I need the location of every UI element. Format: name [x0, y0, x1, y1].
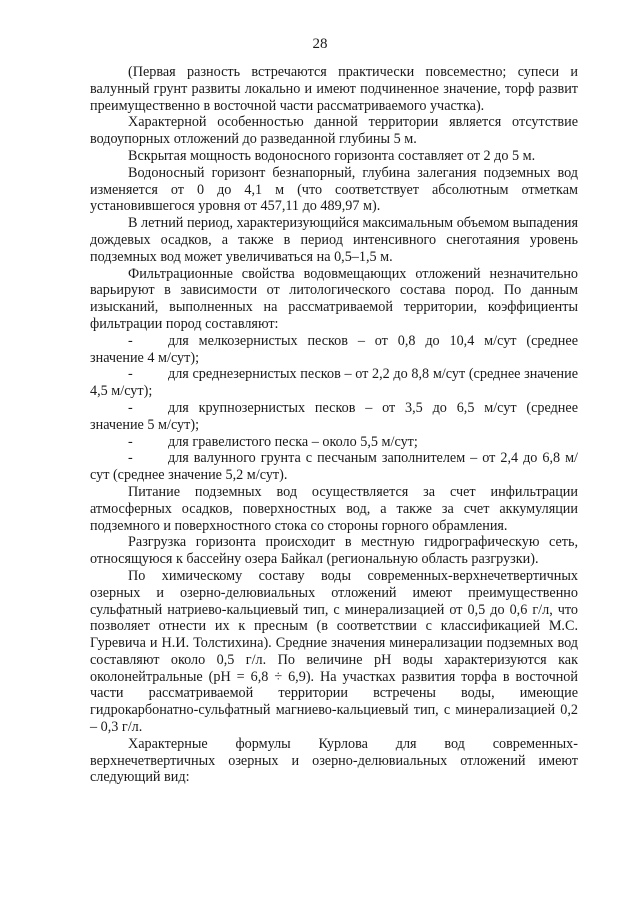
- list-marker: -: [128, 433, 133, 450]
- list-marker: -: [128, 399, 133, 416]
- list-item-text: для крупнозернистых песков – от 3,5 до 6,5 м/сут (среднее значение 5 м/сут);: [90, 399, 578, 433]
- paragraph: Характерной особенностью данной территории является отсутствие водоупорных отложений до разведанной глубины 5 м.: [90, 114, 578, 148]
- paragraph: Водоносный горизонт безнапорный, глубина залегания подземных вод изменяется от 0 до 4,1 м (что соответствует абсолютным отметкам установившегося уровня от 457,11 до 489,97 м).: [90, 164, 578, 215]
- list-item: [90, 400, 578, 434]
- paragraph: Разгрузка горизонта происходит в местную гидрографическую сеть, относящуюся к бассейну озера Байкал (региональную область разгрузки).: [90, 534, 578, 568]
- list-item: [90, 366, 578, 400]
- list-item-text: для гравелистого песка – около 5,5 м/сут;: [168, 433, 418, 450]
- paragraph: Питание подземных вод осуществляется за счет инфильтрации атмосферных осадков, поверхностных вод, а также за счет аккумуляции подземного и поверхностного стока со стороны горного обрамления.: [90, 483, 578, 534]
- paragraph: (Первая разность встречаются практически повсеместно; супеси и валунный грунт развиты локально и имеют подчиненное значение, торф развит преимущественно в восточной части рассматриваемого участка).: [90, 64, 578, 114]
- paragraph: По химическому составу воды современных-верхнечетвертичных озерных и озерно-делювиальных отложений имеют преимущественно сульфатный натриево-кальциевый тип, с минерализацией от 0,5 до 0,6 г/л, что позволяет отнести их к пресным (в соответствии с классификацией М.С. Гуревича и Н.И. Толстихина). Средние значения минерализации подземных вод составляют около 0,5 г/л. По величине pH воды характеризуются как околонейтральные (pH = 6,8 ÷ 6,9). На участках развития торфа в восточной части рассматриваемой территории встречены воды, имеющие гидрокарбонатно-сульфатный магниево-кальциевый тип, с минерализацией 0,2 – 0,3 г/л.: [90, 567, 578, 736]
- paragraph: Вскрытая мощность водоносного горизонта составляет от 2 до 5 м.: [128, 147, 536, 164]
- list-item-text: для среднезернистых песков – от 2,2 до 8,8 м/сут (среднее значение 4,5 м/сут);: [90, 366, 578, 400]
- list-item: [90, 434, 578, 451]
- list-item-text: для валунного грунта с песчаным заполнителем – от 2,4 до 6,8 м/сут (среднее значение 5,2 м/сут).: [90, 450, 578, 484]
- page-number: 28: [312, 36, 328, 52]
- list-item: [90, 333, 578, 367]
- list-item-text: для мелкозернистых песков – от 0,8 до 10,4 м/сут (среднее значение 4 м/сут);: [90, 332, 578, 366]
- list-item: [90, 450, 578, 484]
- paragraph: В летний период, характеризующийся максимальным объемом выпадения дождевых осадков, а также в период интенсивного снеготаяния уровень подземных вод может увеличиваться на 0,5–1,5 м.: [90, 215, 578, 265]
- list-marker: -: [128, 450, 133, 467]
- page-body: [90, 64, 578, 786]
- paragraph: Фильтрационные свойства водовмещающих отложений незначительно варьируют в зависимости от литологического состава пород. По данным изысканий, выполненных на рассматриваемой территории, коэффициенты фильтрации пород составляют:: [90, 265, 578, 332]
- paragraph: Характерные формулы Курлова для вод современных-верхнечетвертичных озерных и озерно-делювиальных отложений имеют следующий вид:: [90, 735, 578, 786]
- list-marker: -: [128, 366, 133, 383]
- list-marker: -: [128, 332, 133, 349]
